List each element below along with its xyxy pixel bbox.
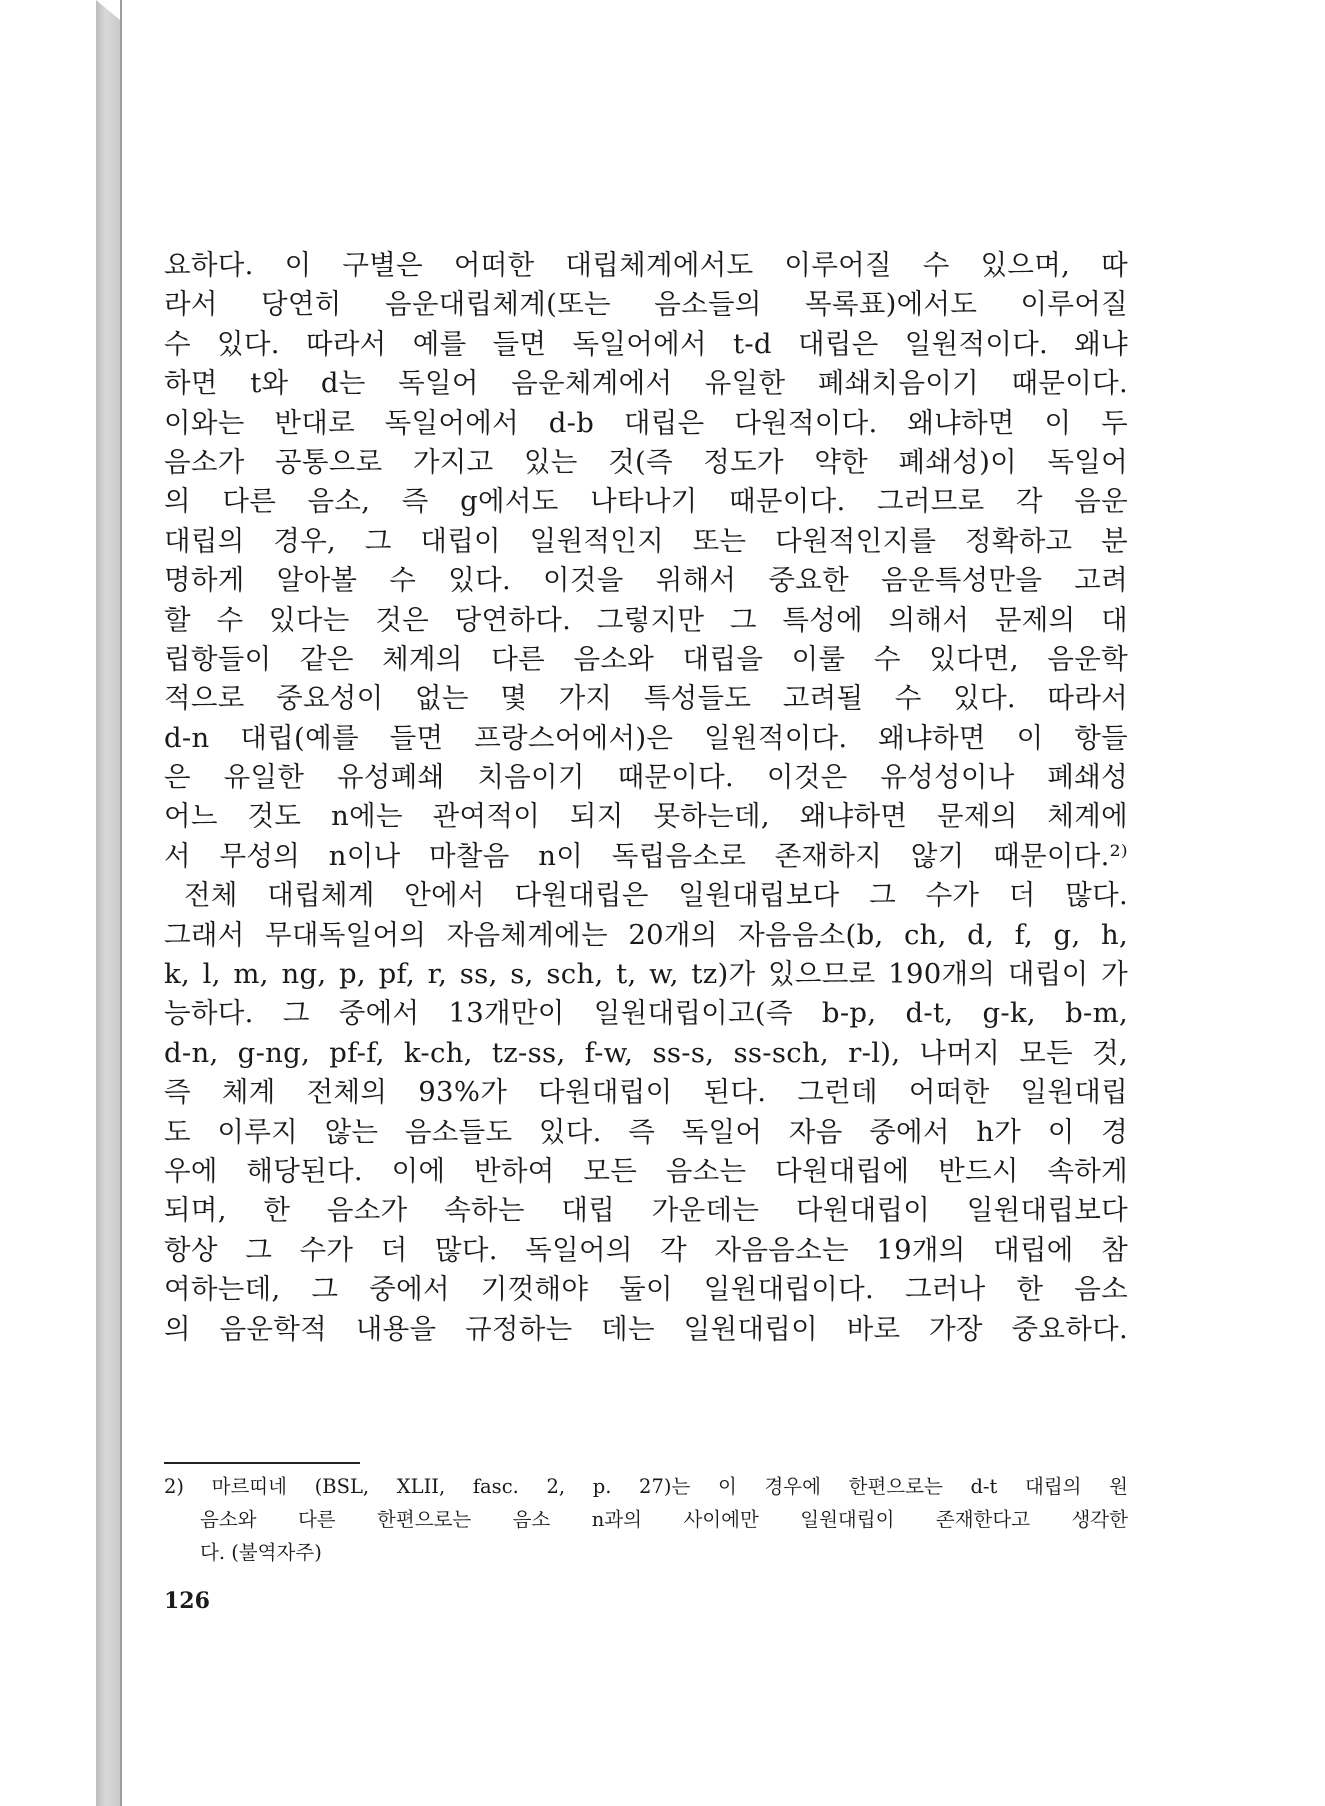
text-line: 의 음운학적 내용을 규정하는 데는 일원대립이 바로 가장 중요하다.	[164, 1312, 1128, 1345]
footnote	[164, 1470, 1128, 1569]
text-line: 대립의 경우, 그 대립이 일원적인지 또는 다원적인지를 정확하고 분	[164, 524, 1128, 557]
text-line: 은 유일한 유성폐쇄 치음이기 때문이다. 이것은 유성성이나 폐쇄성	[164, 761, 1128, 794]
text-line: 능하다. 그 중에서 13개만이 일원대립이고(즉 b-p, d-t, g-k, b-m,	[164, 997, 1128, 1030]
text-line: 그래서 무대독일어의 자음체계에는 20개의 자음음소(b, ch, d, f, g, h,	[164, 918, 1128, 951]
text-line: 음소가 공통으로 가지고 있는 것(즉 정도가 약한 폐쇄성)이 독일어	[164, 445, 1128, 478]
text-line: 우에 해당된다. 이에 반하여 모든 음소는 다원대립에 반드시 속하게	[164, 1154, 1128, 1187]
text-line: 명하게 알아볼 수 있다. 이것을 위해서 중요한 음운특성만을 고려	[164, 564, 1128, 597]
text-line: 여하는데, 그 중에서 기껏해야 둘이 일원대립이다. 그러나 한 음소	[164, 1273, 1128, 1306]
text-line: 수 있다. 따라서 예를 들면 독일어에서 t-d 대립은 일원적이다. 왜냐	[164, 327, 1128, 360]
footnote-line: 2) 마르띠네 (BSL, XLII, fasc. 2, p. 27)는 이 경우에 한편으로는 d-t 대립의 원	[164, 1475, 1128, 1498]
text-line: 어느 것도 n에는 관여적이 되지 못하는데, 왜냐하면 문제의 체계에	[164, 800, 1128, 833]
footnote-line: 다. (불역자주)	[200, 1541, 322, 1564]
text-line: 항상 그 수가 더 많다. 독일어의 각 자음음소는 19개의 대립에 참	[164, 1233, 1128, 1266]
text-line: 하면 t와 d는 독일어 음운체계에서 유일한 폐쇄치음이기 때문이다.	[164, 367, 1128, 400]
text-line: 즉 체계 전체의 93%가 다원대립이 된다. 그런데 어떠한 일원대립	[164, 1076, 1128, 1109]
text-line: 서 무성의 n이나 마찰음 n이 독립음소로 존재하지 않기 때문이다.²⁾	[164, 839, 1128, 872]
page-number: 126	[164, 1588, 210, 1614]
text-line: 이와는 반대로 독일어에서 d-b 대립은 다원적이다. 왜냐하면 이 두	[164, 406, 1128, 439]
book-page-edge	[96, 0, 120, 1806]
text-line: 도 이루지 않는 음소들도 있다. 즉 독일어 자음 중에서 h가 이 경	[164, 1115, 1128, 1148]
text-line: 전체 대립체계 안에서 다원대립은 일원대립보다 그 수가 더 많다.	[184, 879, 1128, 912]
footnote-divider	[164, 1462, 360, 1464]
text-line: 요하다. 이 구별은 어떠한 대립체계에서도 이루어질 수 있으며, 따	[164, 249, 1128, 281]
text-line: 되며, 한 음소가 속하는 대립 가운데는 다원대립이 일원대립보다	[164, 1194, 1128, 1227]
text-line: d-n 대립(예를 들면 프랑스어에서)은 일원적이다. 왜냐하면 이 항들	[164, 721, 1128, 754]
text-line: 할 수 있다는 것은 당연하다. 그렇지만 그 특성에 의해서 문제의 대	[164, 603, 1128, 636]
text-line: 립항들이 같은 체계의 다른 음소와 대립을 이룰 수 있다면, 음운학	[164, 642, 1128, 675]
text-line: 적으로 중요성이 없는 몇 가지 특성들도 고려될 수 있다. 따라서	[164, 682, 1128, 715]
footnote-line: 음소와 다른 한편으로는 음소 n과의 사이에만 일원대립이 존재한다고 생각한	[200, 1508, 1128, 1531]
text-line: 의 다른 음소, 즉 g에서도 나타나기 때문이다. 그러므로 각 음운	[164, 485, 1128, 518]
text-line: d-n, g-ng, pf-f, k-ch, tz-ss, f-w, ss-s, ss-sch, r-l), 나머지 모든 것,	[164, 1036, 1128, 1069]
body-text	[164, 246, 1128, 1349]
text-line: k, l, m, ng, p, pf, r, ss, s, sch, t, w, tz)가 있으므로 190개의 대립이 가	[164, 958, 1128, 991]
text-line: 라서 당연히 음운대립체계(또는 음소들의 목록표)에서도 이루어질	[164, 288, 1128, 321]
